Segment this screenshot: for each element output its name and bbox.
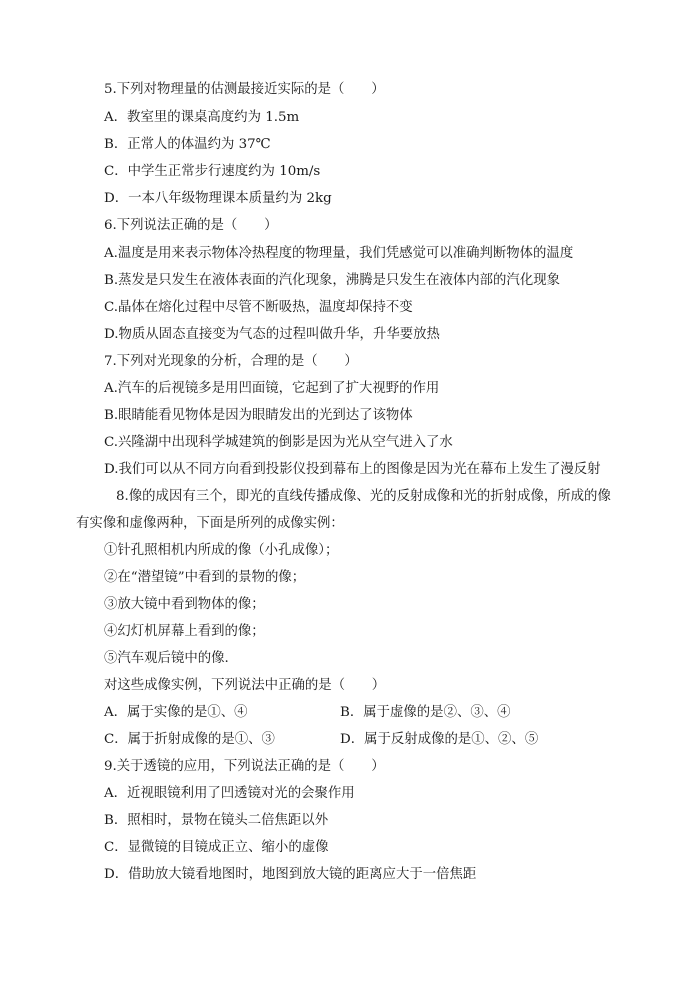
q7-option-c: C.兴隆湖中出现科学城建筑的倒影是因为光从空气进入了水 xyxy=(104,435,453,450)
q8-option-a: A．属于实像的是①、④ xyxy=(104,705,248,720)
q8-example-4: ④幻灯机屏幕上看到的像； xyxy=(104,624,265,639)
q5-option-b: B．正常人的体温约为 37℃ xyxy=(104,137,271,152)
q8-example-2: ②在“潜望镜”中看到的景物的像； xyxy=(104,570,306,585)
q8-option-d: D．属于反射成像的是①、②、⑤ xyxy=(340,732,539,747)
q6-option-c: C.晶体在熔化过程中尽管不断吸热，温度却保持不变 xyxy=(104,300,413,315)
q7-stem: 7.下列对光现象的分析，合理的是（ ） xyxy=(104,354,358,369)
q5-option-a: A．教室里的课桌高度约为 1.5m xyxy=(104,110,300,125)
q6-stem: 6.下列说法正确的是（ ） xyxy=(104,218,278,233)
q9-option-a: A．近视眼镜利用了凹透镜对光的会聚作用 xyxy=(104,786,355,801)
q8-example-3: ③放大镜中看到物体的像； xyxy=(104,597,265,612)
q8-example-5: ⑤汽车观后镜中的像. xyxy=(104,651,229,666)
q7-option-b: B.眼睛能看见物体是因为眼睛发出的光到达了该物体 xyxy=(104,408,413,423)
q8-option-b: B．属于虚像的是②、③、④ xyxy=(340,705,511,720)
q8-ask: 对这些成像实例，下列说法中正确的是（ ） xyxy=(104,678,386,693)
q9-option-d: D．借助放大镜看地图时，地图到放大镜的距离应大于一倍焦距 xyxy=(104,867,477,882)
q7-option-d: D.我们可以从不同方向看到投影仪投到幕布上的图像是因为光在幕布上发生了漫反射 xyxy=(104,462,601,477)
q5-option-c: C．中学生正常步行速度约为 10m/s xyxy=(104,164,321,179)
q7-option-a: A.汽车的后视镜多是用凹面镜，它起到了扩大视野的作用 xyxy=(104,381,440,396)
q9-option-b: B．照相时，景物在镜头二倍焦距以外 xyxy=(104,813,329,828)
q8-stem-line-2: 有实像和虚像两种，下面是所列的成像实例： xyxy=(76,516,344,531)
q6-option-b: B.蒸发是只发生在液体表面的汽化现象，沸腾是只发生在液体内部的汽化现象 xyxy=(104,273,560,288)
q8-option-c: C．属于折射成像的是①、③ xyxy=(104,732,275,747)
q8-stem-line-1: 8.像的成因有三个，即光的直线传播成像、光的反射成像和光的折射成像，所成的像 xyxy=(116,489,611,504)
q9-option-c: C．显微镜的目镜成正立、缩小的虚像 xyxy=(104,840,329,855)
q9-stem: 9.关于透镜的应用，下列说法正确的是（ ） xyxy=(104,759,385,774)
q6-option-a: A.温度是用来表示物体冷热程度的物理量，我们凭感觉可以准确判断物体的温度 xyxy=(104,246,574,261)
q5-option-d: D．一本八年级物理课本质量约为 2kg xyxy=(104,191,332,206)
q8-example-1: ①针孔照相机内所成的像（小孔成像）； xyxy=(104,543,339,558)
q5-stem: 5.下列对物理量的估测最接近实际的是（ ） xyxy=(104,82,385,97)
q6-option-d: D.物质从固态直接变为气态的过程叫做升华，升华要放热 xyxy=(104,327,440,342)
